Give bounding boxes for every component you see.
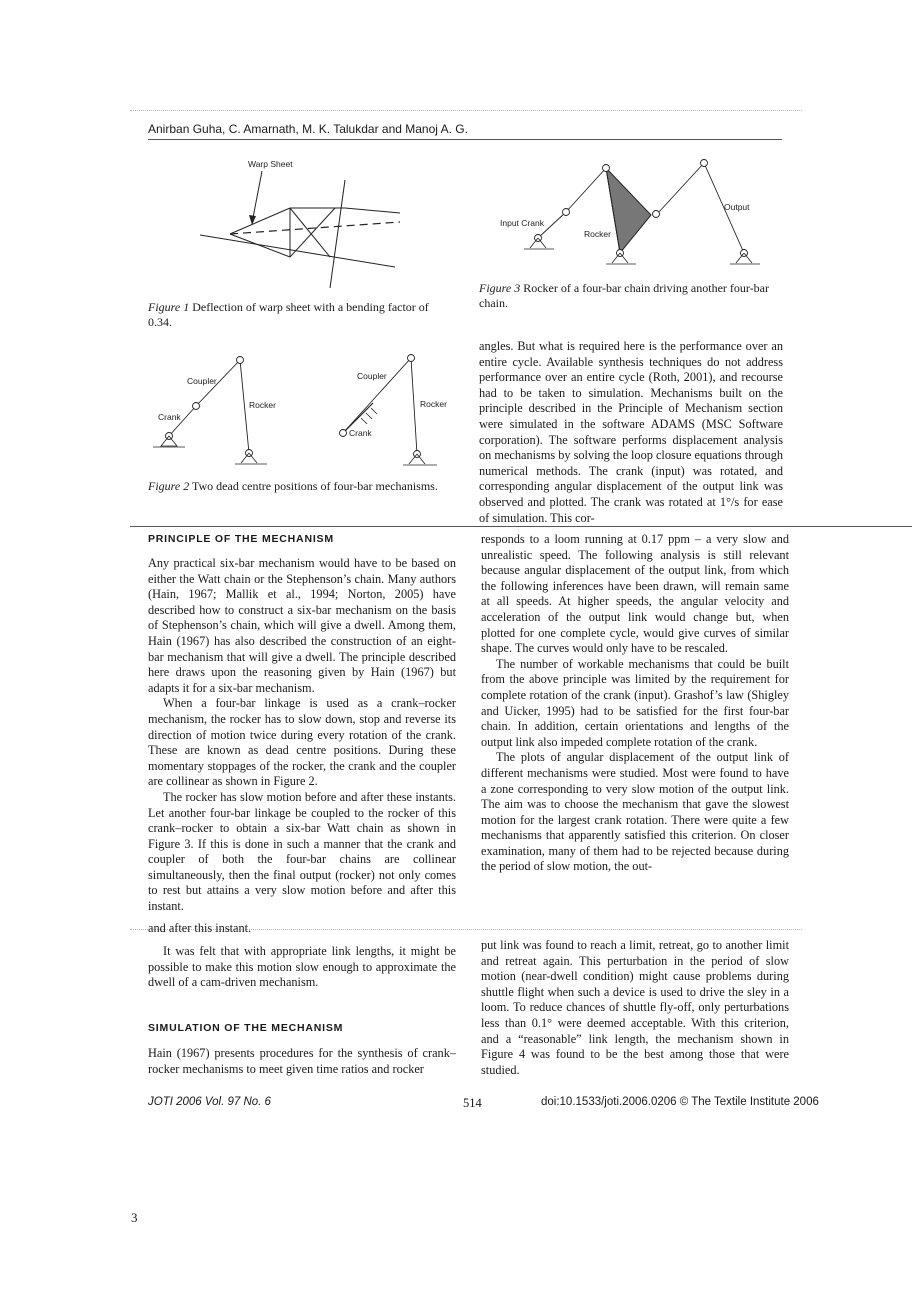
figure-3-input-crank-label: Input Crank [500, 218, 544, 228]
figure-2-diagram [145, 348, 465, 478]
right-column-mid [481, 532, 789, 875]
principle-paragraph-1: Any practical six-bar mechanism would have to be based on either the Watt chain or the Stephenson’s chain. Many authors (Hain, 1967; Mallik et al., 1994; Norton, 2005) have described how to construct a six-bar mechanism on the basis of Stephenson’s chain, which will give a dwell. Among them, Hain (1967) has also described the construction of an eight-bar mechanism that will give a dwell. The principle described here draws upon the reasoning given by Hain (1967) but adapts it for a six-bar mechanism. [148, 556, 456, 695]
figure-2-caption: Figure 2 Two dead centre positions of four-bar mechanisms. [148, 479, 438, 493]
figure-3-output-label: Output [724, 202, 750, 212]
figure-3-rocker-label: Rocker [584, 229, 611, 239]
right-mid-paragraph-1: responds to a loom running at 0.17 ppm – a very slow and unrealistic speed. The following analysis is still relevant because angular displacement of the output link, from which the following inferences have been drawn, will remain same at all speeds. At higher speeds, the angular velocity and acceleration of the output link would change but, when plotted for one complete cycle, would give curves of similar shape. The curves would only have to be rescaled. [481, 532, 789, 656]
figure-2-left-crank-label: Crank [158, 412, 181, 422]
footer-doi: doi:10.1533/joti.2006.0206 © The Textile Institute 2006 [541, 1096, 819, 1108]
section-heading-simulation: SIMULATION OF THE MECHANISM [148, 1022, 344, 1034]
principle-paragraph-4: It was felt that with appropriate link lengths, it might be possible to make this motion slow enough to approximate the dwell of a cam-driven mechanism. [148, 944, 456, 990]
right-mid-paragraph-2: The number of workable mechanisms that could be built from the above principle was limited by the requirement for complete rotation of the crank (input). Grashof’s law (Shigley and Uicker, 1995) had to be satisfied for the first four-bar chain. In addition, certain orientations and lengths of the output link also impeded complete rotation of the crank. [481, 656, 789, 749]
page-number: 3 [131, 1210, 138, 1225]
principle-paragraph-3: The rocker has slow motion before and after these instants. Let another four-bar linkage be coupled to the rocker of this crank–rocker to obtain a six-bar Watt chain as shown in Figure 3. If this is done in such a manner that the crank and coupler of both the four-bar chains are collinear simultaneously, then the final output (rocker) not only comes to rest but attains a very slow motion before and after this instant. [148, 789, 456, 914]
right-column-top [479, 339, 783, 526]
top-divider [130, 110, 802, 111]
figure-3-diagram [498, 155, 798, 270]
simulation-paragraph-1: Hain (1967) presents procedures for the synthesis of crank–rocker mechanisms to meet given time ratios and rocker [148, 1046, 456, 1076]
running-header: Anirban Guha, C. Amarnath, M. K. Talukdar and Manoj A. G. [148, 122, 468, 136]
figure-1-caption: Figure 1 Deflection of warp sheet with a bending factor of 0.34. [148, 300, 429, 329]
principle-paragraph-2: When a four-bar linkage is used as a crank–rocker mechanism, the rocker has to slow down, stop and reverse its direction of motion twice during every rotation of the crank. These are known as dead centre positions. During these momentary stoppages of the rocker, the crank and the coupler are collinear as shown in Figure 2. [148, 696, 456, 789]
figure-1-warp-sheet-label: Warp Sheet [248, 159, 293, 169]
figure-2-left-coupler-label: Coupler [187, 376, 217, 386]
right-column-bottom [481, 938, 789, 1078]
section-separator [130, 526, 912, 527]
figure-2-right-coupler-label: Coupler [357, 371, 387, 381]
left-column-simulation [148, 1046, 456, 1077]
figure-3-caption: Figure 3 Rocker of a four-bar chain driving another four-bar chain. [479, 281, 769, 310]
header-rule [148, 139, 782, 140]
figure-2-right-rocker-label: Rocker [420, 399, 447, 409]
footer-journal: JOTI 2006 Vol. 97 No. 6 [148, 1096, 271, 1108]
footer-page-number: 514 [463, 1096, 482, 1110]
left-column-principle [148, 556, 456, 915]
figure-2-right-crank-label: Crank [349, 428, 372, 438]
right-top-paragraph: angles. But what is required here is the performance over an entire cycle. Available synthesis techniques do not address performance over an entire cycle (Roth, 2001), and recourse had to be taken to simulation. Mechanisms built on the principle described in the Principle of Mechanism section were simulated in the software ADAMS (MSC Software corporation). The software performs displacement analysis on mechanisms by solving the loop closure equations through numerical methods. The crank (input) was rotated, and corresponding angular displacement of the output link was observed and plotted. The crank was rotated at 1°/s for ease of simulation. This cor- [479, 339, 783, 525]
right-bottom-paragraph: put link was found to reach a limit, retreat, go to another limit and retreat again. This perturbation in the period of slow motion (near-dwell condition) might cause problems during shuttle flight when such a device is used to drive the sley in a loom. To reduce chances of shuttle fly-off, only perturbations less than 0.1° were deemed acceptable. With this criterion, and a “reasonable” link length, the mechanism shown in Figure 4 was found to be the best among those that were studied. [481, 938, 789, 1077]
section-heading-principle: PRINCIPLE OF THE MECHANISM [148, 533, 334, 545]
figure-2-left-rocker-label: Rocker [249, 400, 276, 410]
figure-1-diagram [190, 155, 450, 295]
duplicated-line-fragment: and after this instant. [148, 921, 252, 935]
left-column-bottom [148, 944, 456, 991]
right-mid-paragraph-3: The plots of angular displacement of the output link of different mechanisms were studied. Most were found to have a zone corresponding to very slow motion of the output link. The aim was to choose the mechanism that gave the slowest motion for the largest crank rotation. There were quite a few mechanisms that apparently satisfied this criterion. On closer examination, many of them had to be rejected because during the period of slow motion, the out- [481, 750, 789, 874]
